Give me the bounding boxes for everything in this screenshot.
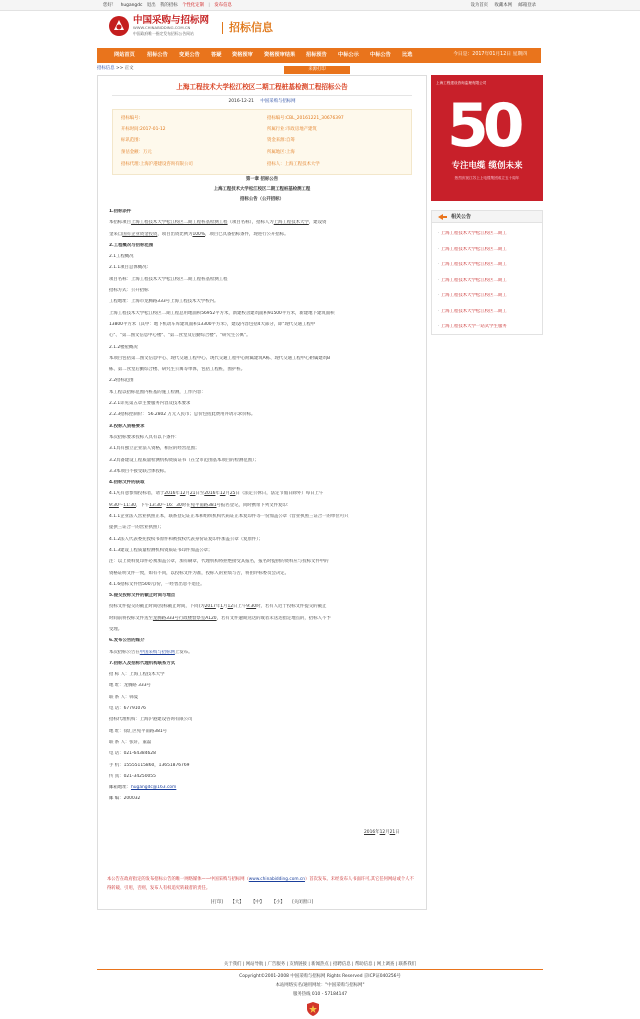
media-link[interactable]: 中国采购与招标网	[139, 649, 175, 655]
top-bar: 您好！ hugangdc 退出 我的招标 个性化定制 | 发布信息 设为首页 收藏本网 邮箱登录	[0, 0, 640, 11]
chapter-heading: 第一章 招标公告	[245, 177, 279, 182]
article-source-link[interactable]: 中国采购与招标网	[260, 99, 296, 104]
paragraph-line: 3.2具备建设工程质量检测机构资质证书（在全市范围基本项目的检测范围）；	[109, 457, 259, 463]
related-title: 相关公告	[451, 214, 472, 220]
contact-line: 联 系 人：张轩，董磊	[109, 739, 152, 745]
paragraph-line: 本工程以招标范围内桩基的施工检测，工作内容：	[109, 389, 206, 395]
info-bid-code: 招标编号:CBL_20161221_30676397	[267, 116, 344, 121]
article-meta	[98, 99, 426, 105]
section-heading: 3.投标人资格要求	[109, 423, 145, 429]
personalize-link[interactable]: 个性化定制	[182, 3, 204, 8]
paragraph-line: 心"、"第二图文信息中心楼"、"第二食堂及后勤综合楼"、"研究生公寓"。	[109, 333, 251, 339]
project-subtitle: 上海工程技术大学松江校区二期工程桩基检测工程	[213, 187, 311, 192]
my-bids-link[interactable]: 我的招标	[160, 3, 178, 8]
publish-link[interactable]: 发布信息	[214, 3, 232, 8]
paragraph-line: 投标文件提交的截止时间(投标截止时间，下同)为2017年1月12日上午9:30时，若有人迟于投标文件提交的截止	[109, 604, 327, 610]
related-item[interactable]: · 上海工程技术大学松江校区二期工	[438, 262, 540, 278]
contact-line: 手 机：15555115860，13651876769	[109, 762, 190, 768]
article-title: 上海工程技术大学松江校区二期工程桩基检测工程招标公告	[176, 83, 348, 91]
paragraph-line: 本次招标公告在中国采购与招标网上发布。	[109, 649, 193, 655]
breadcrumb-current: 正文	[124, 66, 134, 71]
footer-links[interactable]: 关于我们 | 网站导航 | 广告服务 | 友情链接 | 新闻热点 | 招聘信息 | 帮助信息 | 网上调查 | 联系我们	[223, 962, 417, 967]
paragraph-line: 项目名称：上海工程技术大学松江校区二期工程桩基检测工程	[109, 276, 228, 282]
footer-hotline: 服务热线 010 - 57184147	[292, 992, 348, 997]
related-item[interactable]: · 上海工程技术大学松江校区二期工	[438, 293, 540, 309]
contact-line: 地 址：徐汇区宛平南路381号	[109, 728, 168, 734]
contact-line: 招标代理机构：上海沪港建设咨询有限公司	[109, 717, 193, 723]
set-homepage-link[interactable]: 设为首页	[470, 3, 489, 8]
section-heading: 2.工程概况与招标范围	[109, 242, 154, 248]
print-button[interactable]: [打印]	[210, 900, 224, 905]
paragraph-line: 本次招标要求投标人具有以下条件：	[109, 434, 180, 440]
paragraph-line: 资格证明文件一致，如有不同，以投标文件为准，投标人的业绩与否，将由评标委员会决定。	[109, 570, 290, 576]
nav-item-preview[interactable]: 招标预告	[306, 52, 327, 58]
site-logo[interactable]	[108, 14, 223, 44]
paragraph-line: 4.1.1企业法人营业执照正本，联系登记证正本和组织机构代码证正本复印件等一份加盖公章（营业执照三证合一的单位可只	[109, 514, 349, 520]
footer-realname: 本站网络实名/通用网址："中国采购与招标网"	[275, 983, 365, 988]
paragraph-line: 本招标项目上海工程技术大学松江校区二期工程桩基检测工程（项目名称），招标人为上海工程技术大学，建设资	[109, 220, 327, 226]
logout-link[interactable]: 退出	[146, 3, 156, 8]
font-medium-button[interactable]: 【中】	[251, 900, 265, 905]
font-large-button[interactable]: 【大】	[230, 900, 244, 905]
article-panel	[97, 75, 427, 910]
footer-divider	[97, 969, 543, 970]
banner-anniversary-number: 50	[447, 91, 519, 161]
paragraph-line: 时间前将投标文件送至龙腾路333号行政楼督察室A120，若有文件逾期送达的或者未送达指定地点的，招标人不予	[109, 615, 331, 621]
font-small-button[interactable]: 【小】	[271, 900, 285, 905]
footer-copyright: Copyright©2001-2008 中国采购与招标网 Rights Reserved 京ICP证040256号	[239, 974, 401, 979]
paragraph-line: 上海工程技术大学松江校区二期工程总用地面积56952平方米，新建校舍建筑面积91500平方米，新建地下建筑面积	[109, 310, 335, 316]
paragraph-line: 4.1.3建设工程质量检测机构资质证书印件加盖公章；	[109, 547, 213, 553]
related-item[interactable]: · 上海工程技术大学一站式学生服务	[438, 324, 540, 340]
paragraph-line: 金来自国有企业资金投资，项目出资比例为100%，项目已具备招标条件，现进行公开招标。	[109, 231, 289, 237]
info-region: 所属地区:上海	[267, 150, 295, 155]
contact-line: 地 址：龙腾路 333号	[109, 683, 151, 689]
nav-item-prequal[interactable]: 资格预审	[232, 52, 253, 58]
nav-item-award[interactable]: 中标公告	[370, 52, 391, 58]
contact-line: 电 话：67791076	[109, 706, 146, 712]
section-title: 招标信息	[222, 22, 273, 34]
related-header	[432, 211, 542, 223]
info-agent: 招标代理:上海沪港建设咨询有限公司	[121, 162, 193, 167]
related-notices-panel	[431, 210, 543, 335]
info-tenderer: 招标人：上海工程技术大学	[267, 162, 320, 167]
nav-item-compare[interactable]: 比选	[402, 52, 413, 58]
main-nav	[97, 48, 541, 63]
contact-line: 招 标 人：上海工程技术大学	[109, 672, 165, 678]
paragraph-line: 2.1工程概况	[109, 254, 134, 260]
contact-line: 邮箱地址：hugangdc@163.com	[109, 785, 177, 791]
site-slogan: 中国政府唯一指定发布招标公告网站	[133, 31, 194, 36]
site-domain: WWW.CHINABIDDING.COM.CN	[133, 25, 191, 30]
paragraph-line: 招标方式：公开招标	[109, 288, 149, 294]
paragraph-line: 受理。	[109, 626, 123, 632]
greeting-text: 您好！	[103, 3, 117, 8]
nav-item-change[interactable]: 变更公告	[179, 52, 200, 58]
related-item[interactable]: · 上海工程技术大学松江校区二期工	[438, 247, 540, 263]
info-funding: 资金来源:自筹	[267, 138, 295, 143]
related-item[interactable]: · 上海工程技术大学松江校区二期工	[438, 278, 540, 294]
info-open-time: 开标时间:2017-01-12	[121, 127, 166, 132]
related-item[interactable]: · 上海工程技术大学松江校区二期工	[438, 309, 540, 325]
paragraph-line: 2.2招标范围	[109, 378, 134, 384]
paragraph-line: 2.1.1项目总体概况:	[109, 265, 148, 271]
contact-line: 邮 编：200032	[109, 796, 141, 802]
section-heading: 6.发布公告的媒介	[109, 638, 145, 644]
article-actions	[97, 900, 427, 906]
notice-url-link[interactable]: www.chinabidding.com.cn	[248, 877, 305, 882]
info-budget: 预估金额：万元	[121, 150, 152, 155]
email-link[interactable]: hugangdc@163.com	[130, 785, 177, 791]
ad-banner[interactable]	[431, 75, 543, 201]
breadcrumb-home-link[interactable]: 招标信息	[97, 66, 115, 71]
logo-emblem-icon	[108, 15, 130, 37]
nav-item-qa[interactable]: 答疑	[211, 52, 222, 58]
paragraph-line: 9:30～11:30，下午13:30～16：30时在宛平南路381号报名登记，同时携带下列文件复印：	[109, 502, 292, 508]
arrow-icon	[438, 214, 447, 220]
article-date: 2016-12-21	[228, 99, 254, 104]
breadcrumb	[97, 66, 134, 72]
paragraph-line: 3.1具有独立企业法人资格，相应的经营范围；	[109, 446, 200, 452]
contact-line: 电 话：021-64384628	[109, 751, 156, 757]
related-list	[438, 231, 540, 340]
info-code-label: 招标编号:	[121, 116, 141, 121]
article-body	[109, 209, 415, 808]
sign-date: 2016年12月21日	[364, 830, 400, 835]
paragraph-line: 4.1.2法人代表委托授权书原件和被授权代表身份证复印件加盖公章（复原件）；	[109, 536, 263, 542]
title-divider	[112, 95, 412, 96]
site-name: 中国采购与招标网	[133, 15, 210, 26]
bookmark-link[interactable]: 收藏本网	[494, 3, 513, 8]
nav-item-tender[interactable]: 招标公告	[147, 52, 168, 58]
section-heading: 1.招标条件	[109, 209, 132, 214]
related-item[interactable]: · 上海工程技术大学松江校区二期工	[438, 231, 540, 247]
paragraph-line: 4.1.6招标文件售500元/份，一经售出恕不退还。	[109, 581, 205, 587]
paragraph-line: 3.3本项目不接受联合体投标。	[109, 468, 169, 474]
section-heading: 5.提交投标文件的截止时间与地点	[109, 593, 176, 599]
notice-type: 招标公告（公开招标）	[240, 197, 284, 202]
contact-line: 联 系 人：韩夏	[109, 694, 139, 700]
paragraph-line: 13800平方米（其中：地下机动车库建筑面积13300平方米），建设内容包括4大部分，即"现代交通工程中	[109, 321, 316, 327]
paragraph-line: 2.2.1详见第五章主要服务内容及技术要求	[109, 401, 191, 407]
banner-slogan: 专注电缆 缆创未来	[451, 161, 523, 171]
info-range: 标讯范围:	[121, 138, 141, 143]
username-link[interactable]: hugangdc	[120, 3, 143, 8]
section-heading: 4.招标文件的获取	[109, 480, 145, 486]
nav-item-home[interactable]: 网站首页	[114, 52, 135, 58]
current-date: 今日是：2017年01月12日 星期四	[453, 52, 527, 57]
tender-info-box	[112, 109, 412, 175]
breadcrumb-separator: >>	[115, 66, 124, 71]
info-industry: 所属行业:市政房地产建筑	[267, 127, 317, 132]
contact-line: 传 真：021-34250055	[109, 773, 156, 779]
paragraph-line: 本项目包括第二图文信息中心、现代交通工程中心、现代交通工程中心附属建筑A栋、现代交通工程中心附属建筑B	[109, 355, 331, 361]
banner-subtitle: 热烈庆祝江苏上上电缆集团成立五十周年	[454, 176, 520, 180]
paragraph-line: 栋、第二食堂后勤综合楼、研究生公寓等单体，包括工程桩，围护桩。	[109, 367, 246, 373]
copyright-notice: 本公告在政府指定的发布招标公告的唯一网络媒体——中国采购与招标网（www.chinabidding.com.cn）首次发布。未经发布人书面许可,其它任何网站或个人不得转载、引用，否则，发布人有权追究转载者的责任。	[107, 877, 414, 891]
mailbox-link[interactable]: 邮箱登录	[518, 3, 536, 8]
print-source-tab[interactable]: 来源打印	[284, 66, 350, 74]
paragraph-line: 2.1.2楼屋概况	[109, 344, 138, 350]
banner-company: 上海工程建设咨询监理有限公司	[436, 81, 487, 85]
close-window-button[interactable]: [关闭窗口]	[292, 900, 314, 905]
paragraph-line: 2.2.3招标控制价： 56.2802 万元人民币；总价包括此费用并请示求价标。	[109, 412, 256, 418]
nav-item-prequal-result[interactable]: 资格预审结果	[264, 52, 296, 58]
paragraph-line: 工程地址：上海市龙腾路333号上海工程技术大学校内。	[109, 299, 219, 305]
nav-item-award-publicity[interactable]: 中标公示	[338, 52, 359, 58]
paragraph-line: 4.1凡有意参加投标者，请于2016年12月21日至2016年12月25日（法定公休日，法定节假日除外）每日上午	[109, 491, 324, 497]
police-badge-icon[interactable]	[306, 1002, 320, 1016]
paragraph-line: 提供三证合一的营业执照）；	[109, 525, 164, 531]
section-heading: 7.招标人及招标代理机构联系方式	[109, 660, 176, 666]
paragraph-line: 注：以上资料复印件必须加盖公章，加有刷章，代理机构将拒绝接受其报名，报名时提供的资料应与投标文件中的	[109, 559, 329, 565]
